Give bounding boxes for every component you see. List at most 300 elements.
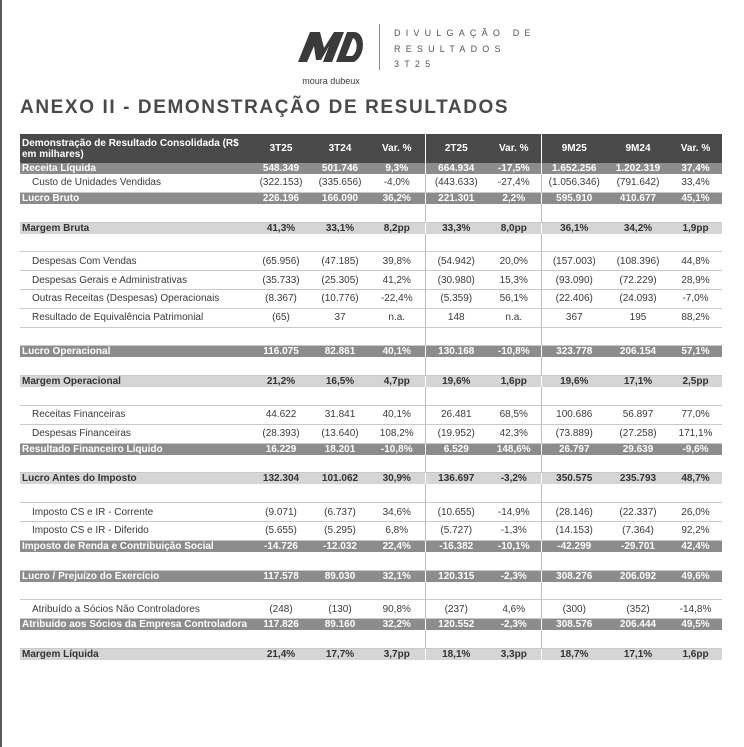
table-body [20, 163, 722, 660]
table-cell: -17,5% [487, 163, 541, 174]
table-row [20, 473, 722, 485]
table-cell: 100.686 [541, 405, 607, 424]
table-cell [251, 357, 311, 375]
table-cell [369, 630, 425, 648]
row-label: Lucro Operacional [20, 346, 251, 358]
table-cell: 18.201 [311, 443, 369, 455]
table-cell [541, 234, 607, 252]
table-cell: (5.655) [251, 521, 311, 540]
table-cell [251, 204, 311, 222]
table-cell: 49,5% [669, 619, 722, 631]
table-cell [669, 327, 722, 346]
table-cell: (6.737) [311, 503, 369, 522]
table-cell [541, 582, 607, 600]
table-cell [541, 204, 607, 222]
table-cell [487, 234, 541, 252]
table-cell: 36,2% [369, 192, 425, 204]
table-cell [311, 387, 369, 405]
table-row [20, 405, 722, 424]
row-label: Despesas Gerais e Administrativas [20, 271, 251, 290]
table-cell: 16.229 [251, 443, 311, 455]
table-cell: -1,3% [487, 521, 541, 540]
table-cell [311, 327, 369, 346]
row-label: Receita Líquida [20, 163, 251, 174]
table-cell: 18,7% [541, 648, 607, 660]
table-cell [669, 387, 722, 405]
table-cell [251, 327, 311, 346]
table-row [20, 521, 722, 540]
report-label-line2: RESULTADOS [394, 43, 506, 54]
table-cell [607, 552, 669, 570]
table-cell [251, 455, 311, 473]
table-row [20, 163, 722, 174]
table-cell [369, 582, 425, 600]
table-cell: (108.396) [607, 252, 669, 271]
table-cell: (322.153) [251, 174, 311, 192]
table-cell [425, 455, 487, 473]
table-cell: (10.655) [425, 503, 487, 522]
table-cell: 31.841 [311, 405, 369, 424]
table-cell [251, 484, 311, 502]
table-cell: (5.359) [425, 289, 487, 308]
table-cell: 2,5pp [669, 376, 722, 388]
table-cell: (5.727) [425, 521, 487, 540]
table-cell: 595.910 [541, 192, 607, 204]
table-cell: 136.697 [425, 473, 487, 485]
table-cell: (30.980) [425, 271, 487, 290]
table-cell [251, 234, 311, 252]
table-cell: 206.444 [607, 619, 669, 631]
table-row [20, 308, 722, 327]
table-cell: 26.481 [425, 405, 487, 424]
table-cell: (14.153) [541, 521, 607, 540]
row-label: Outras Receitas (Despesas) Operacionais [20, 289, 251, 308]
table-cell: 548.349 [251, 163, 311, 174]
table-cell: n.a. [487, 308, 541, 327]
table-cell [607, 204, 669, 222]
table-cell [487, 387, 541, 405]
table-cell [669, 455, 722, 473]
table-row [20, 570, 722, 582]
table-row [20, 648, 722, 660]
table-cell [425, 357, 487, 375]
table-cell: 42,3% [487, 424, 541, 443]
table-cell: 116.075 [251, 346, 311, 358]
table-cell: 206.154 [607, 346, 669, 358]
row-label [20, 357, 251, 375]
table-cell: 45,1% [669, 192, 722, 204]
table-cell [311, 455, 369, 473]
spacer-row [20, 484, 722, 502]
table-cell: 19,6% [425, 376, 487, 388]
table-cell: (10.776) [311, 289, 369, 308]
row-label: Lucro Bruto [20, 192, 251, 204]
table-cell [487, 484, 541, 502]
column-header: 2T25 [425, 134, 487, 163]
table-cell: -4,0% [369, 174, 425, 192]
table-row [20, 540, 722, 552]
table-cell: 166.090 [311, 192, 369, 204]
table-cell: 41,3% [251, 222, 311, 234]
table-cell [607, 484, 669, 502]
table-cell: 2,2% [487, 192, 541, 204]
row-label: Resultado Financeiro Líquido [20, 443, 251, 455]
table-cell [311, 234, 369, 252]
table-cell: -10,8% [369, 443, 425, 455]
table-cell [541, 484, 607, 502]
table-row [20, 192, 722, 204]
table-cell [541, 387, 607, 405]
table-cell: (300) [541, 600, 607, 619]
table-cell: 33,1% [311, 222, 369, 234]
row-label [20, 327, 251, 346]
table-cell [669, 630, 722, 648]
table-cell [487, 357, 541, 375]
table-cell: -10,1% [487, 540, 541, 552]
table-cell [607, 357, 669, 375]
row-label: Atribuído a Sócios Não Controladores [20, 600, 251, 619]
table-cell: 40,1% [369, 346, 425, 358]
table-cell: (130) [311, 600, 369, 619]
table-cell: -3,2% [487, 473, 541, 485]
table-cell: 4,6% [487, 600, 541, 619]
report-label-line1: DIVULGAÇÃO DE [394, 28, 536, 38]
table-cell [425, 234, 487, 252]
table-cell: 88,2% [669, 308, 722, 327]
table-cell: 17,7% [311, 648, 369, 660]
table-cell: 120.552 [425, 619, 487, 631]
table-cell: 77,0% [669, 405, 722, 424]
row-label: Margem Operacional [20, 376, 251, 388]
row-label [20, 387, 251, 405]
table-cell: (8.367) [251, 289, 311, 308]
table-cell: 108,2% [369, 424, 425, 443]
table-cell: 29.639 [607, 443, 669, 455]
row-label: Atribuído aos Sócios da Empresa Controladora [20, 619, 251, 631]
table-cell [369, 357, 425, 375]
row-label [20, 204, 251, 222]
table-cell: 323.778 [541, 346, 607, 358]
table-cell: 26.797 [541, 443, 607, 455]
table-cell [369, 552, 425, 570]
table-cell: -29.701 [607, 540, 669, 552]
table-cell: 37,4% [669, 163, 722, 174]
table-cell: 664.934 [425, 163, 487, 174]
table-cell: 32,1% [369, 570, 425, 582]
table-cell [607, 455, 669, 473]
table-cell: 130.168 [425, 346, 487, 358]
table-cell [487, 327, 541, 346]
table-cell [607, 387, 669, 405]
table-cell: (28.393) [251, 424, 311, 443]
table-cell: 1,6pp [669, 648, 722, 660]
table-cell: (248) [251, 600, 311, 619]
table-cell [425, 552, 487, 570]
table-cell: 20,0% [487, 252, 541, 271]
page-left-rule [0, 0, 2, 747]
row-label: Despesas Financeiras [20, 424, 251, 443]
row-label [20, 234, 251, 252]
table-cell: (25.305) [311, 271, 369, 290]
column-header: Demonstração de Resultado Consolidada (R$ em milhares) [20, 134, 251, 163]
row-label [20, 630, 251, 648]
table-row [20, 503, 722, 522]
table-cell: 21,4% [251, 648, 311, 660]
table-cell: (24.093) [607, 289, 669, 308]
table-cell: n.a. [369, 308, 425, 327]
table-cell: (1.056.346) [541, 174, 607, 192]
table-cell: 44.622 [251, 405, 311, 424]
table-cell: -16.382 [425, 540, 487, 552]
table-cell: 117.578 [251, 570, 311, 582]
table-cell [487, 552, 541, 570]
table-cell: -22,4% [369, 289, 425, 308]
table-cell: 22,4% [369, 540, 425, 552]
table-cell: 308.576 [541, 619, 607, 631]
table-cell: 132.304 [251, 473, 311, 485]
table-cell: 90,8% [369, 600, 425, 619]
table-cell [425, 582, 487, 600]
spacer-row [20, 387, 722, 405]
row-label: Despesas Com Vendas [20, 252, 251, 271]
table-cell: (65.956) [251, 252, 311, 271]
table-cell [607, 582, 669, 600]
table-cell: 117.826 [251, 619, 311, 631]
table-cell: 34,2% [607, 222, 669, 234]
column-header: 9M25 [541, 134, 607, 163]
table-row [20, 289, 722, 308]
table-cell [669, 357, 722, 375]
table-cell [251, 582, 311, 600]
table-cell: 56.897 [607, 405, 669, 424]
table-cell [311, 552, 369, 570]
income-statement-table [20, 134, 722, 660]
table-cell [425, 484, 487, 502]
table-row [20, 222, 722, 234]
table-cell: 44,8% [669, 252, 722, 271]
table-cell: 34,6% [369, 503, 425, 522]
table-cell [369, 204, 425, 222]
table-cell [541, 552, 607, 570]
table-cell: 57,1% [669, 346, 722, 358]
table-cell: 235.793 [607, 473, 669, 485]
table-cell [425, 387, 487, 405]
table-cell: 6.529 [425, 443, 487, 455]
table-cell [669, 582, 722, 600]
table-cell: 42,4% [669, 540, 722, 552]
table-cell [311, 630, 369, 648]
row-label: Imposto CS e IR - Corrente [20, 503, 251, 522]
table-cell: 206.092 [607, 570, 669, 582]
spacer-row [20, 234, 722, 252]
table-cell: 8,2pp [369, 222, 425, 234]
table-cell: (157.003) [541, 252, 607, 271]
table-cell [669, 234, 722, 252]
table-cell [425, 204, 487, 222]
table-cell [541, 630, 607, 648]
table-row [20, 346, 722, 358]
column-header: Var. % [369, 134, 425, 163]
table-cell: (443.633) [425, 174, 487, 192]
table-cell: 92,2% [669, 521, 722, 540]
table-cell: (22.406) [541, 289, 607, 308]
table-cell [669, 552, 722, 570]
table-cell [251, 630, 311, 648]
table-cell: -14.726 [251, 540, 311, 552]
table-cell: (73.889) [541, 424, 607, 443]
table-cell: -14,8% [669, 600, 722, 619]
table-cell [369, 484, 425, 502]
table-cell: (19.952) [425, 424, 487, 443]
spacer-row [20, 582, 722, 600]
table-cell: 410.677 [607, 192, 669, 204]
table-cell: 56,1% [487, 289, 541, 308]
row-label [20, 455, 251, 473]
spacer-row [20, 552, 722, 570]
spacer-row [20, 357, 722, 375]
company-logo [296, 26, 366, 66]
table-cell: 6,8% [369, 521, 425, 540]
table-cell [251, 387, 311, 405]
table-cell [311, 582, 369, 600]
table-cell [669, 484, 722, 502]
table-cell: 32,2% [369, 619, 425, 631]
table-cell [607, 327, 669, 346]
table-cell: (27.258) [607, 424, 669, 443]
table-cell: -42.299 [541, 540, 607, 552]
table-cell [311, 204, 369, 222]
table-cell: -10,8% [487, 346, 541, 358]
row-label [20, 552, 251, 570]
table-cell: -14,9% [487, 503, 541, 522]
table-cell: 17,1% [607, 376, 669, 388]
table-cell [607, 234, 669, 252]
table-cell: (28.146) [541, 503, 607, 522]
table-cell: 26,0% [669, 503, 722, 522]
table-cell: 18,1% [425, 648, 487, 660]
table-cell [487, 204, 541, 222]
table-cell [487, 582, 541, 600]
table-row [20, 600, 722, 619]
table-cell: 195 [607, 308, 669, 327]
table-cell: 28,9% [669, 271, 722, 290]
table-cell: 30,9% [369, 473, 425, 485]
table-cell: 37 [311, 308, 369, 327]
column-header: Var. % [487, 134, 541, 163]
table-row [20, 252, 722, 271]
row-label: Margem Líquida [20, 648, 251, 660]
spacer-row [20, 204, 722, 222]
table-row [20, 619, 722, 631]
table-cell [369, 455, 425, 473]
table-row [20, 271, 722, 290]
page-title: ANEXO II - DEMONSTRAÇÃO DE RESULTADOS [20, 97, 510, 118]
table-cell: 171,1% [669, 424, 722, 443]
row-label: Lucro Antes do Imposto [20, 473, 251, 485]
table-cell [311, 357, 369, 375]
report-label [394, 26, 536, 73]
spacer-row [20, 327, 722, 346]
table-cell: 101.062 [311, 473, 369, 485]
table-cell [369, 327, 425, 346]
table-cell: 350.575 [541, 473, 607, 485]
table-cell: 33,4% [669, 174, 722, 192]
table-cell: 1.202.319 [607, 163, 669, 174]
table-cell: -27,4% [487, 174, 541, 192]
table-cell: 89.030 [311, 570, 369, 582]
table-cell: (7.364) [607, 521, 669, 540]
table-cell: (54.942) [425, 252, 487, 271]
table-cell: 39,8% [369, 252, 425, 271]
table-cell: 19,6% [541, 376, 607, 388]
table-cell: (47.185) [311, 252, 369, 271]
column-header: 9M24 [607, 134, 669, 163]
table-cell: (335.656) [311, 174, 369, 192]
table-cell: 1,6pp [487, 376, 541, 388]
table-cell: (13.640) [311, 424, 369, 443]
table-cell: (35.733) [251, 271, 311, 290]
table-cell: 17,1% [607, 648, 669, 660]
table-cell [311, 484, 369, 502]
row-label: Custo de Unidades Vendidas [20, 174, 251, 192]
table-cell [369, 387, 425, 405]
table-cell: 3,3pp [487, 648, 541, 660]
table-cell: (5.295) [311, 521, 369, 540]
table-cell [487, 630, 541, 648]
table-cell: (791.642) [607, 174, 669, 192]
table-row [20, 443, 722, 455]
table-cell: -2,3% [487, 619, 541, 631]
table-cell: 82.861 [311, 346, 369, 358]
table-cell [425, 327, 487, 346]
table-cell: 8,0pp [487, 222, 541, 234]
table-cell: 68,5% [487, 405, 541, 424]
table-cell: -7,0% [669, 289, 722, 308]
table-cell: 221.301 [425, 192, 487, 204]
table-cell: 33,3% [425, 222, 487, 234]
table-cell: 226.196 [251, 192, 311, 204]
table-cell [669, 204, 722, 222]
table-cell: 89.160 [311, 619, 369, 631]
table-cell [251, 552, 311, 570]
row-label [20, 484, 251, 502]
table-cell: 308.276 [541, 570, 607, 582]
table-header-row [20, 134, 722, 163]
column-header: Var. % [669, 134, 722, 163]
row-label: Receitas Financeiras [20, 405, 251, 424]
table-cell: 4,7pp [369, 376, 425, 388]
header-separator [379, 24, 380, 70]
table-cell: (72.229) [607, 271, 669, 290]
table-cell: 41,2% [369, 271, 425, 290]
table-cell: 21,2% [251, 376, 311, 388]
table-cell: (237) [425, 600, 487, 619]
table-cell: 120.315 [425, 570, 487, 582]
table-cell: 148 [425, 308, 487, 327]
table-cell: -9,6% [669, 443, 722, 455]
spacer-row [20, 455, 722, 473]
table-cell: 36,1% [541, 222, 607, 234]
table-cell: 15,3% [487, 271, 541, 290]
table-cell: 49,6% [669, 570, 722, 582]
row-label: Imposto CS e IR - Diferido [20, 521, 251, 540]
report-label-line3: 3T25 [394, 59, 436, 69]
table-cell: -12.032 [311, 540, 369, 552]
row-label: Imposto de Renda e Contribuição Social [20, 540, 251, 552]
table-cell: 40,1% [369, 405, 425, 424]
row-label: Resultado de Equivalência Patrimonial [20, 308, 251, 327]
table-cell: 367 [541, 308, 607, 327]
